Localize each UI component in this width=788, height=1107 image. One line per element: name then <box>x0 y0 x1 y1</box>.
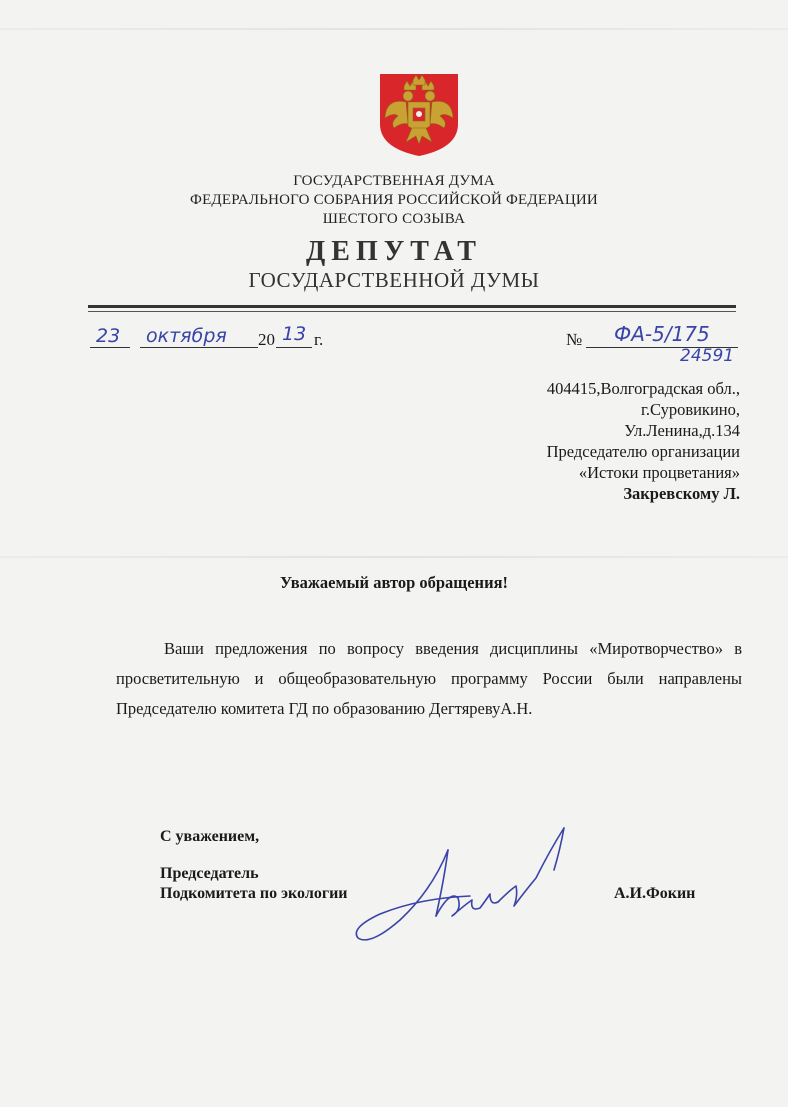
paper-fold <box>0 28 788 30</box>
date-year-prefix: 20 <box>258 330 275 349</box>
date-month-underline <box>140 347 258 348</box>
handwritten-signature <box>340 820 580 960</box>
russian-coat-of-arms-icon <box>376 72 462 158</box>
greeting: Уважаемый автор обращения! <box>279 573 508 592</box>
date-year-suffix: 13 <box>282 323 307 345</box>
date-suffix: г. <box>314 330 324 349</box>
reference-number: ФА-5/175 <box>614 322 710 346</box>
signer-position: Председатель <box>160 865 259 882</box>
recipient-name: Закревскому Л. <box>623 484 740 503</box>
letterhead-line3: ШЕСТОГО СОЗЫВА <box>322 211 466 227</box>
header-rule-thin <box>88 311 736 312</box>
date-day-underline <box>90 347 130 348</box>
reference-label: № <box>566 330 583 349</box>
address-line: Ул.Ленина,д.134 <box>624 421 740 440</box>
date-day: 23 <box>96 325 121 347</box>
signer-committee: Подкомитета по экологии <box>160 885 348 902</box>
date-year-underline <box>276 347 312 348</box>
letterhead-subtitle: ГОСУДАРСТВЕННОЙ ДУМЫ <box>248 268 540 292</box>
reference-sub-number: 24591 <box>680 346 735 366</box>
address-line: 404415,Волгоградская обл., <box>546 379 740 398</box>
address-line: г.Суровикино, <box>640 400 740 419</box>
date-month: октября <box>146 325 227 347</box>
closing-regards: С уважением, <box>160 828 260 845</box>
letter-body: Ваши предложения по вопросу введения дисциплины «Миротворчество» в просветительную и общеобразовательную программу России были направлены Председателю комитета ГД по образованию ДегтяревуА.Н. <box>116 639 742 718</box>
letterhead-line2: ФЕДЕРАЛЬНОГО СОБРАНИЯ РОССИЙСКОЙ ФЕДЕРАЦИИ <box>190 192 598 208</box>
header-rule-thick <box>88 305 736 308</box>
paper-fold <box>0 556 788 558</box>
signer-name: А.И.Фокин <box>614 885 696 902</box>
letterhead-line1: ГОСУДАРСТВЕННАЯ ДУМА <box>293 173 495 189</box>
address-block <box>547 378 740 504</box>
address-line: «Истоки процветания» <box>578 463 740 482</box>
letterhead-title: ДЕПУТАТ <box>306 236 482 267</box>
address-line: Председателю организации <box>546 442 740 461</box>
